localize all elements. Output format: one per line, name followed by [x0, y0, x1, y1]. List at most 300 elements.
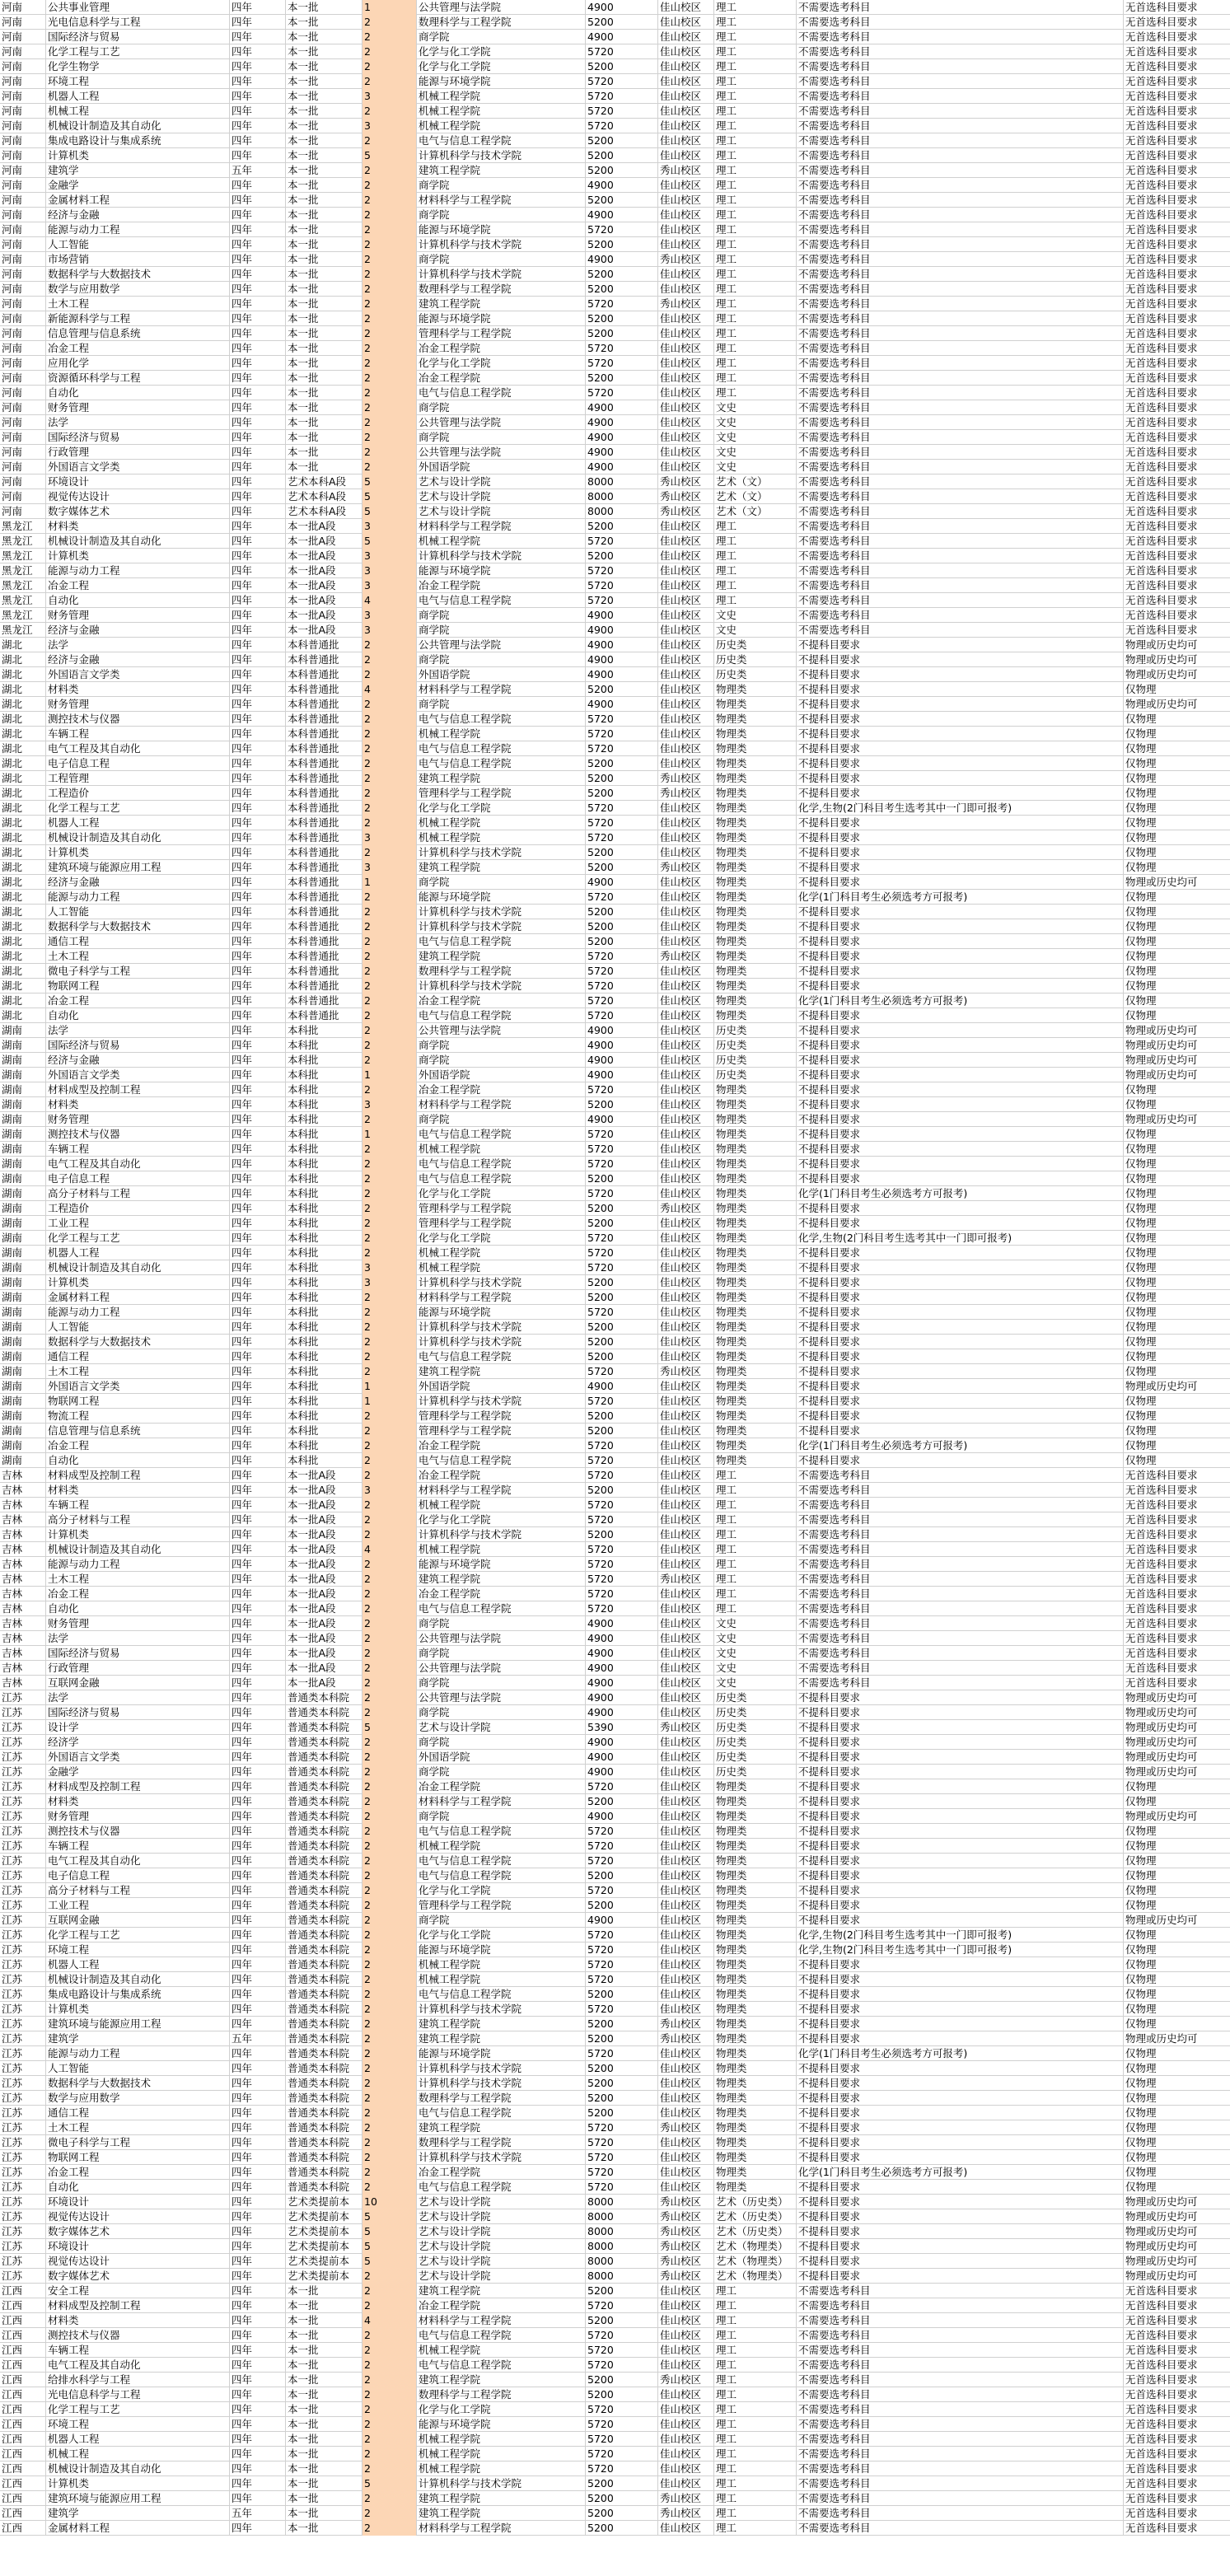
table-cell[interactable]: 江苏: [2, 1825, 23, 1837]
table-cell[interactable]: 佳山校区: [657, 652, 713, 667]
table-cell[interactable]: 5720: [585, 2358, 657, 2373]
table-cell[interactable]: 2: [362, 1424, 416, 1438]
table-cell[interactable]: 4900: [585, 1705, 657, 1720]
table-cell[interactable]: 4900: [585, 1913, 657, 1928]
table-cell[interactable]: 四年: [229, 1008, 285, 1023]
table-cell[interactable]: 理工: [713, 2521, 796, 2536]
table-cell[interactable]: 四年: [229, 697, 285, 712]
table-cell[interactable]: 4900: [585, 638, 657, 652]
table-cell[interactable]: 理工: [713, 15, 796, 30]
table-cell[interactable]: 佳山校区: [657, 2061, 713, 2076]
table-cell[interactable]: 2: [362, 1868, 416, 1883]
table-cell[interactable]: 能源与动力工程: [45, 1557, 229, 1572]
table-cell[interactable]: 计算机类: [45, 845, 229, 860]
table-cell[interactable]: 本一批: [285, 2506, 362, 2521]
table-cell[interactable]: 秀山校区: [657, 504, 713, 519]
table-cell[interactable]: 不提科目要求: [796, 786, 1123, 801]
table-cell[interactable]: 2: [362, 1008, 416, 1023]
table-cell[interactable]: 3: [362, 549, 416, 563]
table-cell[interactable]: 河南: [2, 297, 23, 310]
table-cell[interactable]: 本科普通批: [285, 756, 362, 771]
table-cell[interactable]: 不需要选考科目: [796, 178, 1123, 193]
table-cell[interactable]: 人工智能: [45, 2061, 229, 2076]
table-cell[interactable]: 不提科目要求: [796, 1809, 1123, 1824]
table-cell[interactable]: 四年: [229, 504, 285, 519]
table-cell[interactable]: 四年: [229, 2061, 285, 2076]
table-cell[interactable]: 数理科学与工程学院: [416, 15, 585, 30]
table-cell[interactable]: 物理类: [713, 1898, 796, 1913]
table-cell[interactable]: 佳山校区: [657, 1068, 713, 1082]
table-cell[interactable]: 本科批: [285, 1157, 362, 1171]
table-cell[interactable]: 5: [362, 489, 416, 504]
table-cell[interactable]: 四年: [229, 727, 285, 741]
table-cell[interactable]: 四年: [229, 1794, 285, 1809]
table-cell[interactable]: 艺术（物理类）: [713, 2269, 796, 2284]
table-cell[interactable]: 湖南: [2, 1424, 23, 1437]
table-cell[interactable]: 计算机科学与技术学院: [416, 2150, 585, 2165]
table-cell[interactable]: 本一批: [285, 282, 362, 297]
table-cell[interactable]: 物理类: [713, 712, 796, 727]
table-cell[interactable]: 河南: [2, 238, 23, 250]
table-cell[interactable]: 四年: [229, 1438, 285, 1453]
table-cell[interactable]: 佳山校区: [657, 1112, 713, 1127]
table-cell[interactable]: 4: [362, 1542, 416, 1557]
table-cell[interactable]: 佳山校区: [657, 1646, 713, 1661]
table-cell[interactable]: 5200: [585, 756, 657, 771]
table-cell[interactable]: 四年: [229, 386, 285, 400]
table-cell[interactable]: 物理类: [713, 2002, 796, 2017]
table-cell[interactable]: 理工: [713, 237, 796, 252]
table-cell[interactable]: 河南: [2, 357, 23, 369]
table-cell[interactable]: 理工: [713, 89, 796, 104]
table-cell[interactable]: 不提科目要求: [796, 875, 1123, 890]
table-cell[interactable]: 物理或历史均可: [1123, 1720, 1230, 1735]
table-cell[interactable]: 历史类: [713, 1023, 796, 1038]
table-cell[interactable]: 江苏: [2, 2092, 23, 2104]
table-cell[interactable]: 4900: [585, 460, 657, 475]
table-cell[interactable]: 商学院: [416, 1676, 585, 1690]
table-cell[interactable]: 本一批: [285, 2298, 362, 2313]
table-cell[interactable]: 秀山校区: [657, 2269, 713, 2284]
table-cell[interactable]: 5720: [585, 816, 657, 830]
table-cell[interactable]: 文史: [713, 445, 796, 460]
table-cell[interactable]: 江苏: [2, 1928, 23, 1941]
table-cell[interactable]: 仅物理: [1123, 1157, 1230, 1171]
table-cell[interactable]: 公共事业管理: [45, 0, 229, 15]
table-cell[interactable]: 不提科目要求: [796, 2254, 1123, 2269]
table-cell[interactable]: 佳山校区: [657, 964, 713, 979]
table-cell[interactable]: 土木工程: [45, 1364, 229, 1379]
table-cell[interactable]: 2: [362, 1735, 416, 1750]
table-cell[interactable]: 无首选科目要求: [1123, 2506, 1230, 2521]
table-cell[interactable]: 佳山校区: [657, 460, 713, 475]
table-cell[interactable]: 本一批: [285, 2447, 362, 2461]
table-cell[interactable]: 本一批: [285, 400, 362, 415]
table-cell[interactable]: 不提科目要求: [796, 756, 1123, 771]
table-cell[interactable]: 8000: [585, 475, 657, 489]
table-cell[interactable]: 建筑工程学院: [416, 1572, 585, 1587]
table-cell[interactable]: 不需要选考科目: [796, 133, 1123, 148]
table-cell[interactable]: 2: [362, 801, 416, 816]
table-cell[interactable]: 视觉传达设计: [45, 2254, 229, 2269]
table-cell[interactable]: 计算机类: [45, 148, 229, 163]
table-cell[interactable]: 仅物理: [1123, 1824, 1230, 1839]
table-cell[interactable]: 机器人工程: [45, 89, 229, 104]
table-cell[interactable]: 4900: [585, 1690, 657, 1705]
table-cell[interactable]: 5720: [585, 1957, 657, 1972]
table-cell[interactable]: 河南: [2, 401, 23, 414]
table-cell[interactable]: 2: [362, 2417, 416, 2432]
table-cell[interactable]: 1: [362, 1379, 416, 1394]
table-cell[interactable]: 国际经济与贸易: [45, 1038, 229, 1053]
table-cell[interactable]: 秀山校区: [657, 1720, 713, 1735]
table-cell[interactable]: 2: [362, 163, 416, 178]
table-cell[interactable]: 四年: [229, 741, 285, 756]
table-cell[interactable]: 文史: [713, 623, 796, 638]
table-cell[interactable]: 佳山校区: [657, 1913, 713, 1928]
table-cell[interactable]: 公共管理与法学院: [416, 0, 585, 15]
table-cell[interactable]: 计算机科学与技术学院: [416, 2076, 585, 2091]
table-cell[interactable]: 物理或历史均可: [1123, 1112, 1230, 1127]
table-cell[interactable]: 四年: [229, 1379, 285, 1394]
table-cell[interactable]: 江西: [2, 2433, 23, 2445]
table-cell[interactable]: 物理类: [713, 1438, 796, 1453]
table-cell[interactable]: 仅物理: [1123, 1260, 1230, 1275]
table-cell[interactable]: 5720: [585, 104, 657, 119]
table-cell[interactable]: 建筑工程学院: [416, 2506, 585, 2521]
table-cell[interactable]: 佳山校区: [657, 934, 713, 949]
table-cell[interactable]: 秀山校区: [657, 2254, 713, 2269]
table-cell[interactable]: 物理类: [713, 771, 796, 786]
table-cell[interactable]: 河南: [2, 312, 23, 325]
table-cell[interactable]: 文史: [713, 1646, 796, 1661]
table-cell[interactable]: 江苏: [2, 1706, 23, 1718]
table-cell[interactable]: 四年: [229, 934, 285, 949]
table-cell[interactable]: 佳山校区: [657, 2476, 713, 2491]
table-cell[interactable]: 湖北: [2, 905, 23, 918]
table-cell[interactable]: 电气与信息工程学院: [416, 386, 585, 400]
table-cell[interactable]: 仅物理: [1123, 2165, 1230, 2180]
table-cell[interactable]: 物理或历史均可: [1123, 638, 1230, 652]
table-cell[interactable]: 四年: [229, 400, 285, 415]
table-cell[interactable]: 管理科学与工程学院: [416, 1424, 585, 1438]
table-cell[interactable]: 2: [362, 1453, 416, 1468]
table-cell[interactable]: 佳山校区: [657, 2091, 713, 2106]
table-cell[interactable]: 5200: [585, 1320, 657, 1335]
table-cell[interactable]: 本一批: [285, 415, 362, 430]
table-cell[interactable]: 吉林: [2, 1676, 23, 1689]
table-cell[interactable]: 1: [362, 0, 416, 15]
table-cell[interactable]: 仅物理: [1123, 1438, 1230, 1453]
table-cell[interactable]: 2: [362, 667, 416, 682]
table-cell[interactable]: 普通类本科院: [285, 2061, 362, 2076]
table-cell[interactable]: 佳山校区: [657, 1335, 713, 1349]
table-cell[interactable]: 5720: [585, 1883, 657, 1898]
table-cell[interactable]: 建筑环境与能源应用工程: [45, 2491, 229, 2506]
table-cell[interactable]: 佳山校区: [657, 1809, 713, 1824]
table-cell[interactable]: 不需要选考科目: [796, 148, 1123, 163]
table-cell[interactable]: 工程造价: [45, 786, 229, 801]
table-cell[interactable]: 四年: [229, 860, 285, 875]
table-cell[interactable]: 本一批: [285, 356, 362, 371]
table-cell[interactable]: 无首选科目要求: [1123, 2417, 1230, 2432]
table-cell[interactable]: 本一批: [285, 445, 362, 460]
table-cell[interactable]: 秀山校区: [657, 1201, 713, 1216]
table-cell[interactable]: 理工: [713, 341, 796, 356]
table-cell[interactable]: 四年: [229, 2002, 285, 2017]
table-cell[interactable]: 物理类: [713, 682, 796, 697]
table-cell[interactable]: 数学与应用数学: [45, 282, 229, 297]
table-cell[interactable]: 材料成型及控制工程: [45, 1082, 229, 1097]
table-cell[interactable]: 冶金工程: [45, 341, 229, 356]
table-cell[interactable]: 秀山校区: [657, 163, 713, 178]
table-cell[interactable]: 机械工程学院: [416, 830, 585, 845]
table-cell[interactable]: 3: [362, 563, 416, 578]
table-cell[interactable]: 互联网金融: [45, 1676, 229, 1690]
table-cell[interactable]: 5720: [585, 1246, 657, 1260]
table-cell[interactable]: 湖北: [2, 772, 23, 784]
table-cell[interactable]: 理工: [713, 1527, 796, 1542]
table-cell[interactable]: 秀山校区: [657, 297, 713, 311]
table-cell[interactable]: 理工: [713, 2328, 796, 2343]
table-cell[interactable]: 佳山校区: [657, 1379, 713, 1394]
table-cell[interactable]: 普通类本科院: [285, 1735, 362, 1750]
table-cell[interactable]: 商学院: [416, 875, 585, 890]
table-cell[interactable]: 4900: [585, 400, 657, 415]
table-cell[interactable]: 无首选科目要求: [1123, 252, 1230, 267]
table-cell[interactable]: 仅物理: [1123, 2106, 1230, 2120]
table-cell[interactable]: 计算机类: [45, 549, 229, 563]
table-cell[interactable]: 外国语学院: [416, 1068, 585, 1082]
table-cell[interactable]: 不提科目要求: [796, 638, 1123, 652]
table-cell[interactable]: 四年: [229, 1868, 285, 1883]
table-cell[interactable]: 佳山校区: [657, 2150, 713, 2165]
table-cell[interactable]: 5200: [585, 2506, 657, 2521]
table-cell[interactable]: 本一批: [285, 178, 362, 193]
table-cell[interactable]: 电气与信息工程学院: [416, 2328, 585, 2343]
table-cell[interactable]: 佳山校区: [657, 1171, 713, 1186]
table-cell[interactable]: 能源与环境学院: [416, 1305, 585, 1320]
table-cell[interactable]: 本一批A段: [285, 549, 362, 563]
table-cell[interactable]: 2: [362, 1335, 416, 1349]
table-cell[interactable]: 物理类: [713, 1008, 796, 1023]
table-cell[interactable]: 2: [362, 2343, 416, 2358]
table-cell[interactable]: 不提科目要求: [796, 2120, 1123, 2135]
table-cell[interactable]: 本科普通批: [285, 801, 362, 816]
table-cell[interactable]: 数学与应用数学: [45, 2091, 229, 2106]
table-cell[interactable]: 不提科目要求: [796, 1379, 1123, 1394]
table-cell[interactable]: 理工: [713, 2313, 796, 2328]
table-cell[interactable]: 4900: [585, 1616, 657, 1631]
table-cell[interactable]: 不需要选考科目: [796, 2432, 1123, 2447]
table-cell[interactable]: 佳山校区: [657, 2461, 713, 2476]
table-cell[interactable]: 四年: [229, 756, 285, 771]
table-cell[interactable]: 计算机科学与技术学院: [416, 549, 585, 563]
table-cell[interactable]: 四年: [229, 593, 285, 608]
table-cell[interactable]: 仅物理: [1123, 1883, 1230, 1898]
table-cell[interactable]: 机械设计制造及其自动化: [45, 2461, 229, 2476]
table-cell[interactable]: 四年: [229, 267, 285, 282]
table-cell[interactable]: 本科批: [285, 1335, 362, 1349]
table-cell[interactable]: 不提科目要求: [796, 1097, 1123, 1112]
table-cell[interactable]: 4900: [585, 697, 657, 712]
table-cell[interactable]: 物理或历史均可: [1123, 1053, 1230, 1068]
table-cell[interactable]: 5200: [585, 771, 657, 786]
table-cell[interactable]: 5200: [585, 163, 657, 178]
table-cell[interactable]: 机械设计制造及其自动化: [45, 1542, 229, 1557]
table-cell[interactable]: 外国语言文学类: [45, 1068, 229, 1082]
table-cell[interactable]: 普通类本科院: [285, 1943, 362, 1957]
table-cell[interactable]: 佳山校区: [657, 148, 713, 163]
table-cell[interactable]: 5: [362, 2224, 416, 2239]
table-cell[interactable]: 理工: [713, 311, 796, 326]
table-cell[interactable]: 5200: [585, 1527, 657, 1542]
table-cell[interactable]: 普通类本科院: [285, 2031, 362, 2046]
table-cell[interactable]: 不提科目要求: [796, 2195, 1123, 2209]
table-cell[interactable]: 仅物理: [1123, 1409, 1230, 1424]
table-cell[interactable]: 仅物理: [1123, 727, 1230, 741]
table-cell[interactable]: 不提科目要求: [796, 2031, 1123, 2046]
table-cell[interactable]: 本科批: [285, 1112, 362, 1127]
table-cell[interactable]: 佳山校区: [657, 1305, 713, 1320]
table-cell[interactable]: 法学: [45, 1690, 229, 1705]
table-cell[interactable]: 2: [362, 1468, 416, 1483]
table-cell[interactable]: 文史: [713, 1661, 796, 1676]
table-cell[interactable]: 2: [362, 1750, 416, 1765]
table-cell[interactable]: 物理类: [713, 830, 796, 845]
table-cell[interactable]: 5720: [585, 578, 657, 593]
table-cell[interactable]: 5720: [585, 1779, 657, 1794]
table-cell[interactable]: 机械工程学院: [416, 816, 585, 830]
table-cell[interactable]: 理工: [713, 44, 796, 59]
table-cell[interactable]: 物理或历史均可: [1123, 2254, 1230, 2269]
table-cell[interactable]: 四年: [229, 890, 285, 905]
table-cell[interactable]: 2: [362, 756, 416, 771]
table-cell[interactable]: 物理类: [713, 786, 796, 801]
table-cell[interactable]: 江苏: [2, 1691, 23, 1704]
table-cell[interactable]: 普通类本科院: [285, 1690, 362, 1705]
table-cell[interactable]: 河南: [2, 505, 23, 517]
table-cell[interactable]: 工程管理: [45, 771, 229, 786]
table-cell[interactable]: 佳山校区: [657, 2343, 713, 2358]
table-cell[interactable]: 不需要选考科目: [796, 252, 1123, 267]
table-cell[interactable]: 本科批: [285, 1349, 362, 1364]
table-cell[interactable]: 普通类本科院: [285, 1779, 362, 1794]
table-cell[interactable]: 本科批: [285, 1171, 362, 1186]
table-cell[interactable]: 物理或历史均可: [1123, 2195, 1230, 2209]
table-cell[interactable]: 四年: [229, 2269, 285, 2284]
table-cell[interactable]: 能源与动力工程: [45, 222, 229, 237]
table-cell[interactable]: 艺术类提前本: [285, 2224, 362, 2239]
table-cell[interactable]: 四年: [229, 1335, 285, 1349]
table-cell[interactable]: 佳山校区: [657, 1409, 713, 1424]
table-cell[interactable]: 佳山校区: [657, 2106, 713, 2120]
table-cell[interactable]: 艺术（历史类）: [713, 2209, 796, 2224]
table-cell[interactable]: 2: [362, 371, 416, 386]
table-cell[interactable]: 2: [362, 1023, 416, 1038]
table-cell[interactable]: 物理或历史均可: [1123, 2239, 1230, 2254]
table-cell[interactable]: 物理类: [713, 1290, 796, 1305]
table-cell[interactable]: 物理或历史均可: [1123, 2209, 1230, 2224]
table-cell[interactable]: 湖南: [2, 1276, 23, 1288]
table-cell[interactable]: 化学工程与工艺: [45, 2402, 229, 2417]
table-cell[interactable]: 无首选科目要求: [1123, 2491, 1230, 2506]
table-cell[interactable]: 外国语学院: [416, 667, 585, 682]
table-cell[interactable]: 化学工程与工艺: [45, 1231, 229, 1246]
table-cell[interactable]: 河南: [2, 342, 23, 354]
table-cell[interactable]: 佳山校区: [657, 178, 713, 193]
table-cell[interactable]: 普通类本科院: [285, 2120, 362, 2135]
table-cell[interactable]: 仅物理: [1123, 1794, 1230, 1809]
table-cell[interactable]: 无首选科目要求: [1123, 1498, 1230, 1512]
table-cell[interactable]: 2: [362, 771, 416, 786]
table-cell[interactable]: 不提科目要求: [796, 1053, 1123, 1068]
table-cell[interactable]: 2: [362, 1883, 416, 1898]
table-cell[interactable]: 佳山校区: [657, 2313, 713, 2328]
table-cell[interactable]: 物理类: [713, 1275, 796, 1290]
table-cell[interactable]: 普通类本科院: [285, 2091, 362, 2106]
table-cell[interactable]: 物理类: [713, 1972, 796, 1987]
table-cell[interactable]: 商学院: [416, 652, 585, 667]
table-cell[interactable]: 四年: [229, 2180, 285, 2195]
table-cell[interactable]: 机械工程学院: [416, 1839, 585, 1854]
table-cell[interactable]: 理工: [713, 2447, 796, 2461]
table-cell[interactable]: 国际经济与贸易: [45, 430, 229, 445]
table-cell[interactable]: 2: [362, 282, 416, 297]
table-cell[interactable]: 高分子材料与工程: [45, 1512, 229, 1527]
table-cell[interactable]: 湖南: [2, 1157, 23, 1170]
table-cell[interactable]: 湖南: [2, 1261, 23, 1274]
table-cell[interactable]: 化学与化工学院: [416, 356, 585, 371]
table-cell[interactable]: 5200: [585, 2284, 657, 2298]
table-cell[interactable]: 机械工程学院: [416, 1542, 585, 1557]
table-cell[interactable]: 法学: [45, 1631, 229, 1646]
table-cell[interactable]: 佳山校区: [657, 1468, 713, 1483]
table-cell[interactable]: 佳山校区: [657, 104, 713, 119]
table-cell[interactable]: 四年: [229, 1171, 285, 1186]
table-cell[interactable]: 2: [362, 445, 416, 460]
table-cell[interactable]: 理工: [713, 2387, 796, 2402]
table-cell[interactable]: 无首选科目要求: [1123, 608, 1230, 623]
table-cell[interactable]: 化学,生物(2门科目考生选考其中一门即可报考): [796, 1943, 1123, 1957]
table-cell[interactable]: 四年: [229, 1601, 285, 1616]
table-cell[interactable]: 河南: [2, 30, 23, 43]
table-cell[interactable]: 无首选科目要求: [1123, 341, 1230, 356]
table-cell[interactable]: 河南: [2, 16, 23, 28]
table-cell[interactable]: 仅物理: [1123, 934, 1230, 949]
table-cell[interactable]: 本一批A段: [285, 623, 362, 638]
table-cell[interactable]: 无首选科目要求: [1123, 163, 1230, 178]
table-cell[interactable]: 普通类本科院: [285, 1809, 362, 1824]
table-cell[interactable]: 不提科目要求: [796, 741, 1123, 756]
table-cell[interactable]: 本一批: [285, 104, 362, 119]
table-cell[interactable]: 车辆工程: [45, 1142, 229, 1157]
table-cell[interactable]: 5200: [585, 1794, 657, 1809]
table-cell[interactable]: 江西: [2, 2507, 23, 2519]
table-cell[interactable]: 四年: [229, 311, 285, 326]
table-cell[interactable]: 河南: [2, 446, 23, 458]
table-cell[interactable]: 物理类: [713, 845, 796, 860]
table-cell[interactable]: 不需要选考科目: [796, 2461, 1123, 2476]
table-cell[interactable]: 吉林: [2, 1587, 23, 1600]
table-cell[interactable]: 2: [362, 712, 416, 727]
table-cell[interactable]: 土木工程: [45, 2120, 229, 2135]
table-cell[interactable]: 5200: [585, 2521, 657, 2536]
table-cell[interactable]: 5200: [585, 1868, 657, 1883]
table-cell[interactable]: 材料成型及控制工程: [45, 2298, 229, 2313]
table-cell[interactable]: 不提科目要求: [796, 934, 1123, 949]
table-cell[interactable]: 四年: [229, 208, 285, 222]
